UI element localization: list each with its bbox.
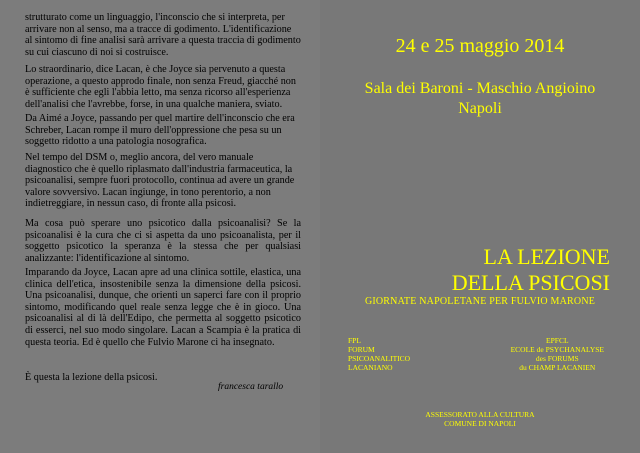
epfcl-line: EPFCL xyxy=(546,336,569,345)
fpl-line: LACANIANO xyxy=(348,363,393,372)
fpl-line: FPL xyxy=(348,336,361,345)
paragraph-2: Lo straordinario, dice Lacan, è che Joyce sia pervenuto a questa operazione, a questo approdo finale, non senza Freud, giacché non è sufficiente che egli l'abbia letto, ma senza ricorso all'esperienza dell'analisi che l'avrebbe, forse, in una qualche maniera, sviato. xyxy=(25,64,296,110)
epfcl-line: du CHAMP LACANIEN xyxy=(519,363,596,372)
epfcl-line: des FORUMS xyxy=(535,354,579,363)
signature: francesca tarallo xyxy=(218,382,284,392)
subtitle: GIORNATE NAPOLETANE PER FULVIO MARONE xyxy=(364,296,596,307)
assessorato-line: COMUNE DI NAPOLI xyxy=(444,419,516,428)
paragraph-7: È questa la lezione della psicosi. xyxy=(25,372,158,383)
title-line-1: LA LEZIONE xyxy=(483,244,610,269)
venue-line-1: Sala dei Baroni - Maschio Angioino xyxy=(364,80,596,97)
fpl-line: PSICOANALITICO xyxy=(348,354,411,363)
paragraph-3: Da Aimé a Joyce, passando per quel martire dell'inconscio che era Schreber, Lacan rompe il muro dell'oppressione che pesa su un soggetto ridotto a una patologia nosografica. xyxy=(25,113,295,148)
title-line-2: DELLA PSICOSI xyxy=(451,270,610,295)
epfcl-line: ECOLE de PSYCHANALYSE xyxy=(510,345,604,354)
venue-line-2: Napoli xyxy=(458,100,502,117)
paragraph-5: Ma cosa può sperare uno psicotico dalla psicoanalisi? Se la psicoanalisi è la cura che ci si aspetta da uno psicoanalista, per il soggetto psicotico la speranza è la stessa che per qualsiasi analizzante: l'identificazione al sintomo. xyxy=(25,218,301,264)
epfcl-block xyxy=(511,336,604,372)
fpl-block xyxy=(348,336,410,372)
event-dates: 24 e 25 maggio 2014 xyxy=(395,35,565,57)
paragraph-6: Imparando da Joyce, Lacan apre ad una clinica sottile, elastica, una clinica dell'etica, insostenibile senza la dimensione della psicosi. Una psicoanalisi, dunque, che orienti un saperci fare con il proprio sintomo, modificando quel reale senza legge che è in gioco. Una psicoanalisi al di là dell'Edipo, che permetta al soggetto psicotico di esserci, nel suo modo singolare. Lacan a Scampia è la pratica di questa teoria. Ed è quello che Fulvio Marone ci ha insegnato. xyxy=(25,267,301,348)
right-panel xyxy=(320,0,640,453)
fpl-line: FORUM xyxy=(348,345,375,354)
assessorato-block xyxy=(320,410,640,428)
assessorato-line: ASSESSORATO ALLA CULTURA xyxy=(425,410,535,419)
paragraph-1: strutturato come un linguaggio, l'inconscio che si interpreta, per arrivare non al senso, ma a tracce di godimento. L'identificazione al sintomo di fine analisi sarà arrivare a questa traccia di godimento su cui ciascuno di noi si costruisce. xyxy=(25,12,301,58)
paragraph-4: Nel tempo del DSM o, meglio ancora, del vero manuale diagnostico che è quello riplasmato dall'industria farmaceutica, la psicoanalisi, sempre fuori protocollo, continua ad avere un grande valore sovversivo. Lacan ingiunge, in tono perentorio, a non indietreggiare, in nessun caso, di fronte alla psicosi. xyxy=(25,152,295,210)
